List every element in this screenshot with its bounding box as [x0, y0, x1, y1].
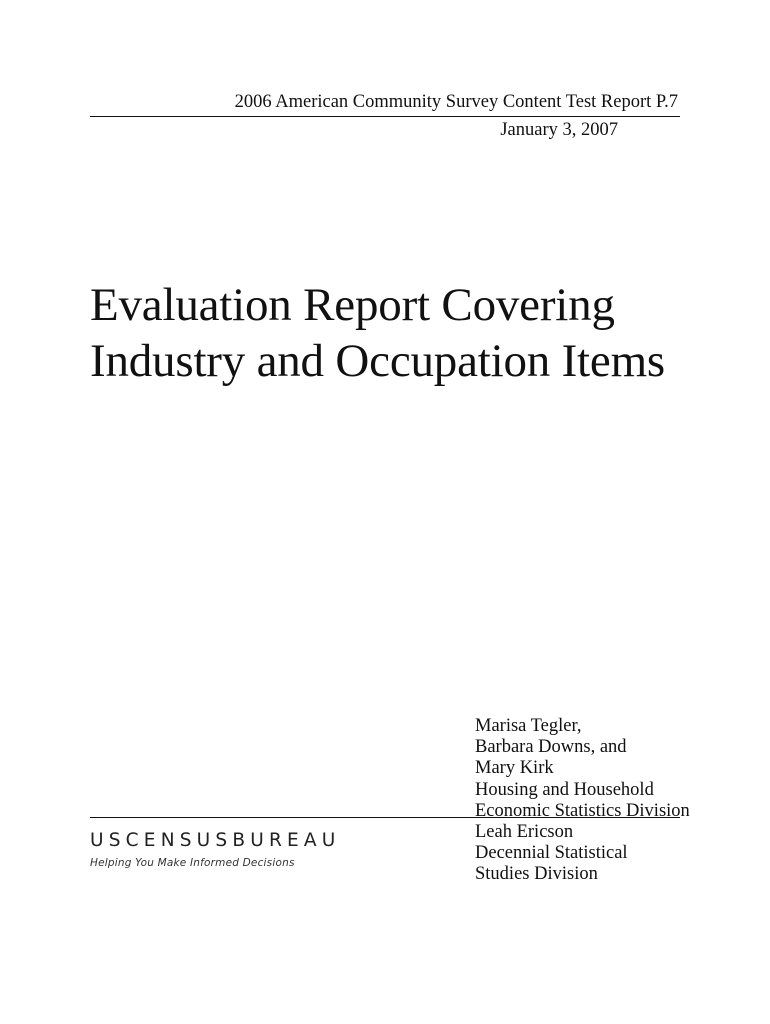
report-title-line-2: Industry and Occupation Items: [90, 335, 666, 387]
author-affiliation-line: Studies Division: [475, 864, 598, 885]
author-line: Barbara Downs, and: [475, 737, 627, 758]
author-line: Mary Kirk: [475, 758, 554, 779]
report-date: January 3, 2007: [500, 120, 618, 140]
author-line: Leah Ericson: [475, 822, 574, 843]
author-line: Marisa Tegler,: [475, 716, 582, 736]
header-divider: [90, 116, 680, 117]
report-title-line-1: Evaluation Report Covering: [90, 279, 615, 331]
report-title: [90, 277, 665, 389]
census-bureau-tagline: Helping You Make Informed Decisions: [90, 857, 295, 869]
author-affiliation-line: Decennial Statistical: [475, 843, 628, 864]
census-bureau-logo: USCENSUSBUREAU: [90, 830, 341, 851]
footer-divider: [90, 817, 680, 818]
report-series-label: 2006 American Community Survey Content Test Report P.7: [234, 92, 678, 112]
author-affiliation-line: Housing and Household: [475, 779, 654, 800]
author-list: [475, 716, 690, 886]
author-affiliation-line: Economic Statistics Division: [475, 800, 690, 821]
